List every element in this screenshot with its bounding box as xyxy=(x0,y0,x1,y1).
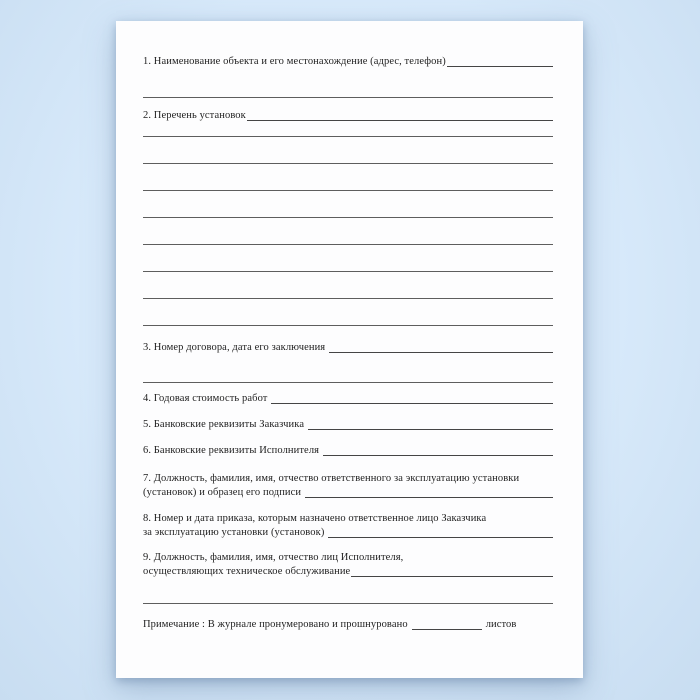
fill-in-line xyxy=(447,66,553,67)
fill-in-line xyxy=(308,429,553,430)
fill-in-line xyxy=(271,403,553,404)
document-page xyxy=(116,21,583,678)
form-item-8-label-line2: за эксплуатацию установки (установок) xyxy=(143,527,325,538)
form-item-6-label: 6. Банковские реквизиты Исполнителя xyxy=(143,445,320,456)
form-item-2-label: 2. Перечень установок xyxy=(143,110,246,121)
blank-line xyxy=(143,218,553,245)
form-item-7-line1 xyxy=(143,472,553,486)
form-item-8-label-line1: 8. Номер и дата приказа, которым назначено ответственное лицо Заказчика xyxy=(143,513,487,524)
form-item-8-line2 xyxy=(143,526,553,540)
form-item-5-label: 5. Банковские реквизиты Заказчика xyxy=(143,419,305,430)
form-item-4-label: 4. Годовая стоимость работ xyxy=(143,393,268,404)
blank-line xyxy=(143,69,553,98)
blank-line xyxy=(143,272,553,299)
form-note xyxy=(143,618,553,632)
fill-in-line xyxy=(351,576,553,577)
form-item-1-label: 1. Наименование объекта и его местонахождение (адрес, телефон) xyxy=(143,56,446,67)
form-item-7-label-line1: 7. Должность, фамилия, имя, отчество ответственного за эксплуатацию установки xyxy=(143,473,520,484)
blank-line xyxy=(143,137,553,164)
form-item-2 xyxy=(143,109,553,123)
blank-line xyxy=(143,299,553,326)
form-item-3 xyxy=(143,341,553,355)
fill-in-line xyxy=(247,120,553,121)
fill-in-line xyxy=(305,497,553,498)
blank-line xyxy=(143,355,553,383)
fill-in-line-short xyxy=(412,628,482,630)
form-item-4 xyxy=(143,392,553,406)
note-suffix: листов xyxy=(485,619,517,630)
form-item-7-line2 xyxy=(143,486,553,500)
blank-line xyxy=(143,579,553,604)
form-item-1 xyxy=(143,55,553,69)
form-item-3-label: 3. Номер договора, дата его заключения xyxy=(143,342,326,353)
form-item-9-line2 xyxy=(143,565,553,579)
form-item-9-line1 xyxy=(143,551,553,565)
form-item-8-line1 xyxy=(143,512,553,526)
fill-in-line xyxy=(328,537,553,538)
fill-in-line xyxy=(323,455,553,456)
blank-line xyxy=(143,164,553,191)
form-item-7 xyxy=(143,472,553,500)
blank-line xyxy=(143,245,553,272)
blank-line xyxy=(143,123,553,137)
form-item-9 xyxy=(143,551,553,579)
form-item-9-label-line2: осуществляющих техническое обслуживание xyxy=(143,566,351,577)
form-item-5 xyxy=(143,418,553,432)
fill-in-line xyxy=(329,352,553,353)
form-item-6 xyxy=(143,444,553,458)
form-item-7-label-line2: (установок) и образец его подписи xyxy=(143,487,302,498)
form-item-9-label-line1: 9. Должность, фамилия, имя, отчество лиц Исполнителя, xyxy=(143,552,404,563)
blank-line xyxy=(143,191,553,218)
note-prefix: Примечание : В журнале пронумеровано и прошнуровано xyxy=(143,619,408,630)
form-item-8 xyxy=(143,512,553,540)
